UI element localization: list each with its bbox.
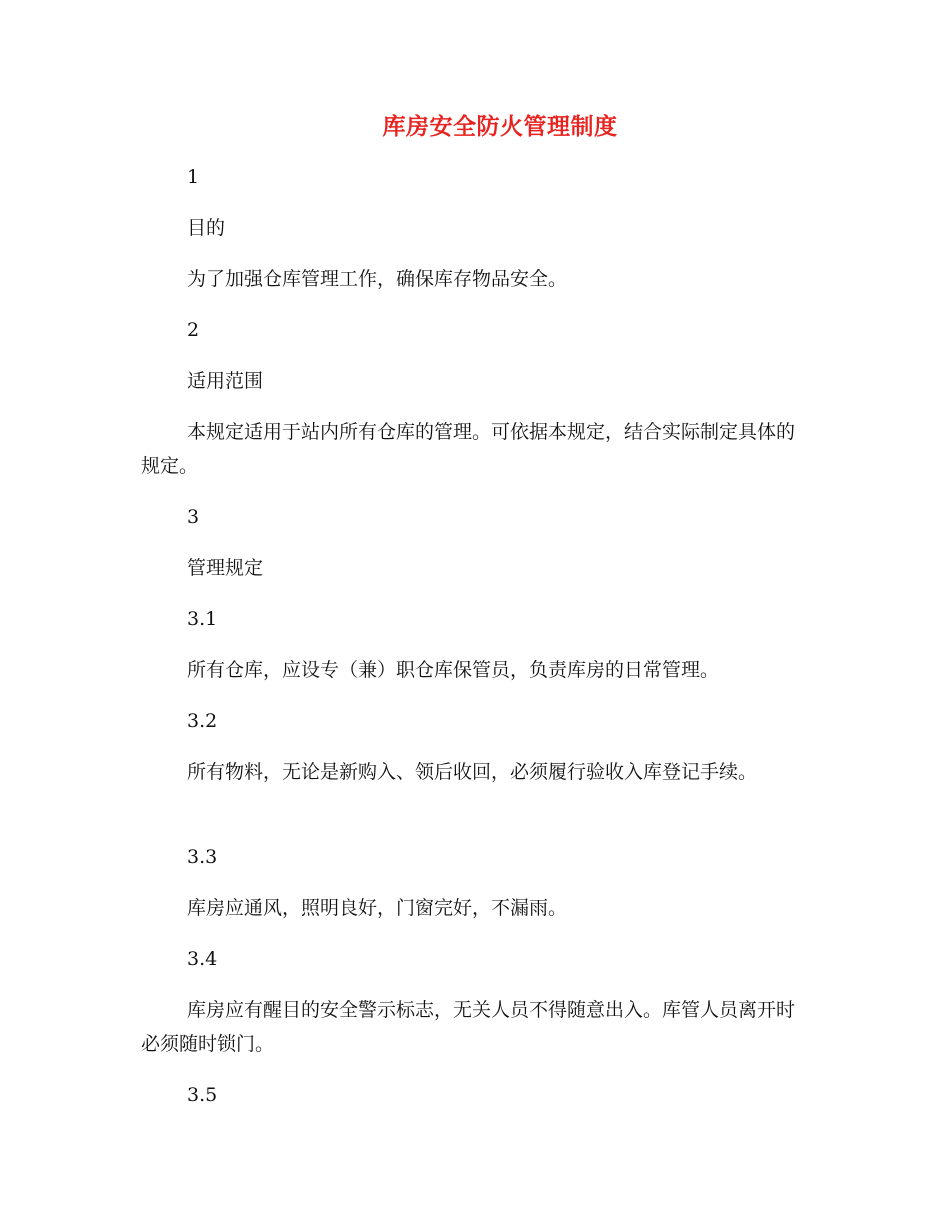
item-3-4-number: 3.4 [187,948,218,970]
item-3-1-number: 3.1 [187,608,218,630]
item-3-2-number: 3.2 [187,710,218,732]
section-2-number: 2 [187,319,200,341]
item-3-5-number: 3.5 [187,1084,218,1106]
item-3-3-text: 库房应通风，照明良好，门窗完好，不漏雨。 [187,897,568,919]
section-2-text: 本规定适用于站内所有仓库的管理。可依据本规定，结合实际制定具体的规定。 [141,421,796,477]
item-3-2-text: 所有物料，无论是新购入、领后收回，必须履行验收入库登记手续。 [187,761,758,783]
section-3-number: 3 [187,506,200,528]
section-1-number: 1 [187,166,200,188]
section-2-heading: 适用范围 [187,370,264,392]
section-3-heading: 管理规定 [187,557,264,579]
section-1-heading: 目的 [187,217,226,239]
section-1-text: 为了加强仓库管理工作，确保库存物品安全。 [187,268,568,290]
item-3-3-number: 3.3 [187,846,218,868]
document-title: 库房安全防火管理制度 [382,113,618,140]
item-3-1-text: 所有仓库，应设专（兼）职仓库保管员，负责库房的日常管理。 [187,659,720,681]
item-3-4-text: 库房应有醒目的安全警示标志，无关人员不得随意出入。库管人员离开时必须随时锁门。 [141,999,796,1055]
